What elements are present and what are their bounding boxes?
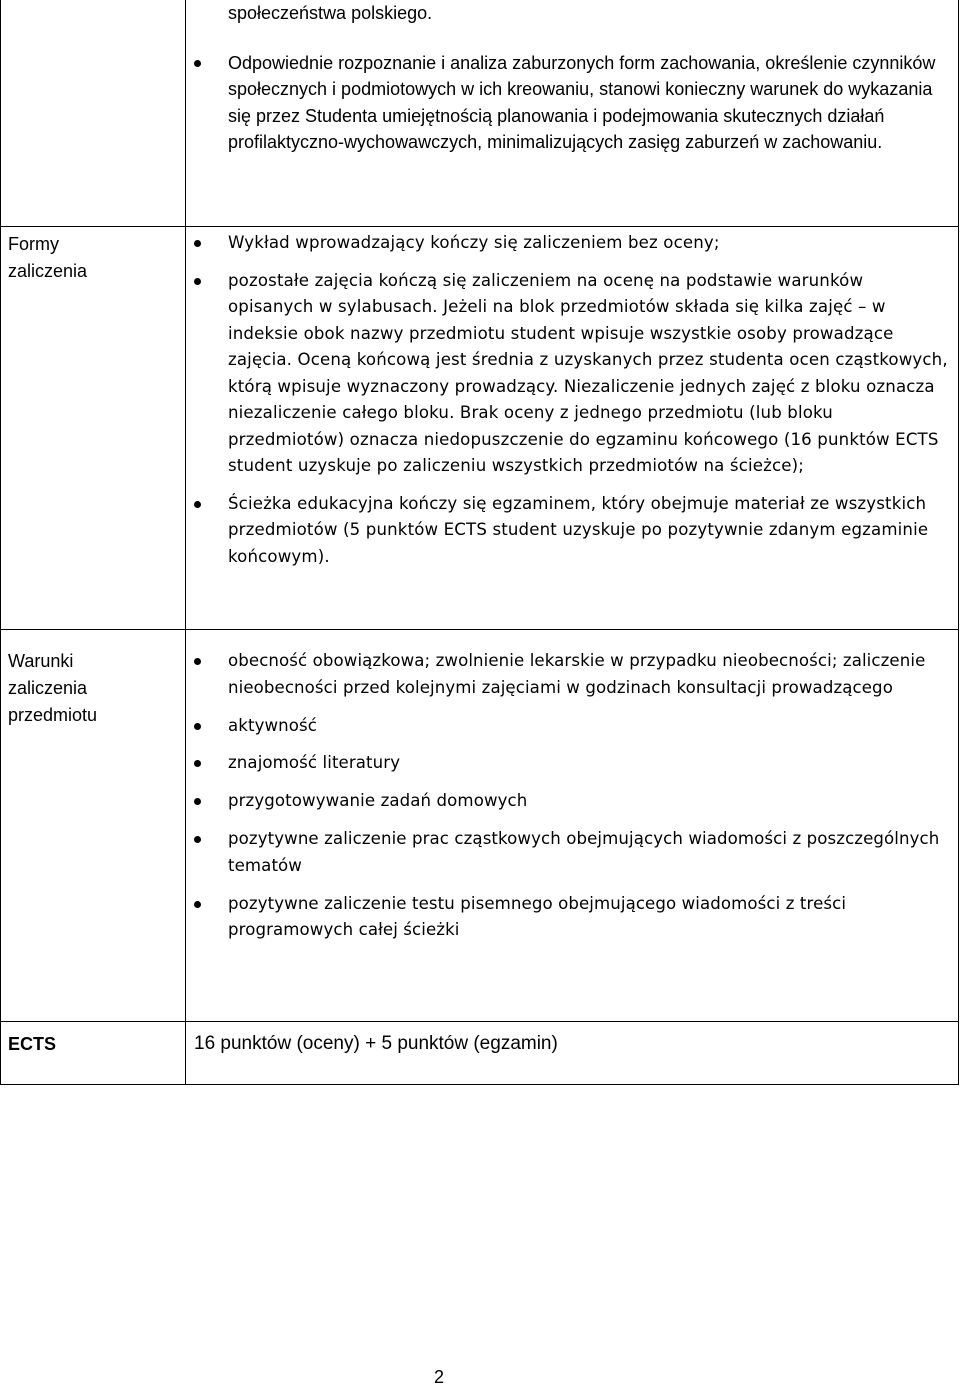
bullet-icon — [194, 798, 201, 805]
list-item — [194, 50, 950, 156]
list-item — [194, 230, 950, 257]
row-objectives — [1, 0, 959, 227]
objectives-list — [194, 50, 950, 156]
warunki-label — [1, 630, 186, 1022]
list-item — [194, 826, 950, 880]
bullet-icon — [194, 240, 201, 247]
warunki-label-line3: przedmiotu — [8, 705, 98, 725]
bullet-icon — [194, 723, 201, 730]
formy-item-1: Wykład wprowadzający kończy się zaliczeniem bez oceny; — [228, 233, 720, 252]
bullet-icon — [194, 278, 201, 285]
formy-list — [194, 230, 950, 570]
row-warunki-zaliczenia — [1, 630, 959, 1022]
warunki-list — [194, 648, 950, 944]
bullet-icon — [194, 760, 201, 767]
formy-label — [1, 227, 186, 630]
page-number: 2 — [434, 1367, 445, 1387]
list-item — [194, 891, 950, 945]
bullet-icon — [194, 836, 201, 843]
formy-label-line1: Formy — [8, 234, 59, 254]
bullet-icon — [194, 901, 201, 908]
list-item — [194, 648, 950, 702]
ects-label: ECTS — [1, 1022, 186, 1085]
warunki-content — [186, 630, 959, 1022]
row-ects — [1, 1022, 959, 1085]
bullet-icon — [194, 658, 201, 665]
list-item — [194, 788, 950, 815]
row-formy-zaliczenia — [1, 227, 959, 630]
formy-item-2: pozostałe zajęcia kończą się zaliczeniem na ocenę na podstawie warunków opisanych w sylabusach. Jeżeli na blok przedmiotów składa się kilka zajęć – w indeksie obok nazwy przedmiotu student wpisuje wszystkie osoby prowadzące zajęcia. Oceną końcową jest średnia z uzyskanych przez studenta ocen cząstkowych, którą wpisuje wyznaczony prowadzący. Niezaliczenie jednych zajęć z bloku oznacza niezaliczenie całego bloku. Brak oceny z jednego przedmiotu (lub bloku przedmiotów) oznacza niedopuszczenie do egzaminu końcowego (16 punktów ECTS student uzyskuje po zaliczeniu wszystkich przedmiotów na ścieżce); — [228, 270, 948, 475]
warunki-item-2: aktywność — [228, 715, 318, 735]
objectives-bullet-text: Odpowiednie rozpoznanie i analiza zaburzonych form zachowania, określenie czynników społecznych i podmiotowych w ich kreowaniu, stanowi konieczny warunek do wykazania się przez Studenta umiejętnością planowania i podejmowania skutecznych działań profilaktyczno-wychowawczych, minimalizujących zasięg zaburzeń w zachowaniu. — [228, 52, 936, 152]
list-item — [194, 268, 950, 480]
list-item — [194, 750, 950, 777]
warunki-item-5: pozytywne zaliczenie prac cząstkowych obejmujących wiadomości z poszczególnych tematów — [228, 828, 940, 875]
row-objectives-label — [1, 0, 186, 227]
bullet-icon — [194, 501, 201, 508]
formy-content — [186, 227, 959, 630]
warunki-item-4: przygotowywanie zadań domowych — [228, 791, 528, 811]
warunki-item-3: znajomość literatury — [228, 753, 401, 773]
warunki-item-1: obecność obowiązkowa; zwolnienie lekarskie w przypadku nieobecności; zaliczenie nieobecności przed kolejnymi zajęciami w godzinach konsultacji prowadzącego — [228, 651, 926, 697]
objectives-intro: społeczeństwa polskiego. — [228, 3, 433, 23]
formy-item-3: Ścieżka edukacyjna kończy się egzaminem, który obejmuje materiał ze wszystkich przedmiotów (5 punktów ECTS student uzyskuje po pozytywnie zdanym egzaminie końcowym). — [228, 493, 929, 566]
ects-value: 16 punktów (oceny) + 5 punktów (egzamin) — [194, 1033, 558, 1054]
warunki-item-6: pozytywne zaliczenie testu pisemnego obejmującego wiadomości z treści programowych całej ścieżki — [228, 893, 847, 940]
bullet-icon — [194, 60, 201, 67]
warunki-label-line1: Warunki — [8, 651, 74, 671]
list-item — [194, 491, 950, 571]
ects-content — [186, 1022, 959, 1085]
row-objectives-content — [186, 0, 959, 227]
formy-label-line2: zaliczenia — [8, 261, 88, 281]
warunki-label-line2: zaliczenia — [8, 678, 88, 698]
list-item — [194, 713, 950, 740]
